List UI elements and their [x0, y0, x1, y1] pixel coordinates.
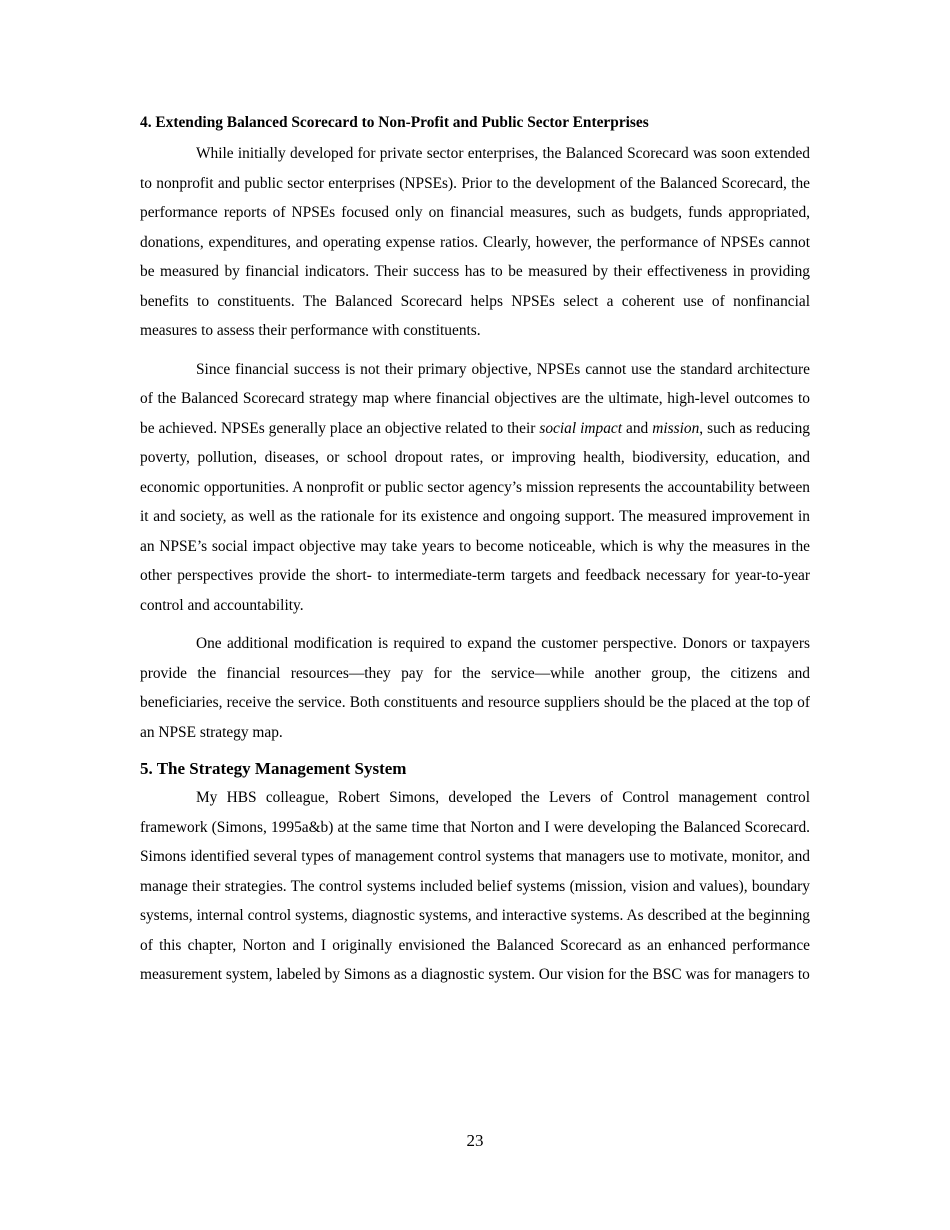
section-4-paragraph-2: [140, 355, 810, 621]
section-5-heading: 5. The Strategy Management System: [140, 759, 407, 778]
paragraph-text: Since financial success is not their primary objective, NPSEs cannot use the standard architecture of the Balanced Scorecard strategy map where financial objectives are the ultimate, high-level outcomes to be achieved. NPSEs generally place an objective related to their: [140, 360, 810, 437]
section-5-paragraph-1: My HBS colleague, Robert Simons, developed the Levers of Control management control framework (Simons, 1995a&b) at the same time that Norton and I were developing the Balanced Scorecard. Simons identified several types of management control systems that managers use to motivate, monitor, and manage their strategies. The control systems included belief systems (mission, vision and values), boundary systems, internal control systems, diagnostic systems, and interactive systems. As described at the beginning of this chapter, Norton and I originally envisioned the Balanced Scorecard as an enhanced performance measurement system, labeled by Simons as a diagnostic system. Our vision for the BSC was for managers to: [140, 789, 810, 983]
document-body: [140, 111, 810, 990]
paragraph-text: , such as reducing poverty, pollution, diseases, or school dropout rates, or improving health, biodiversity, education, and economic opportunities. A nonprofit or public sector agency’s mission represents the accountability between it and society, as well as the rationale for its existence and ongoing support. The measured improvement in an NPSE’s social impact objective may take years to become noticeable, which is why the measures in the other perspectives provide the short- to intermediate-term targets and feedback necessary for year-to-year control and accountability.: [140, 419, 810, 614]
section-4-heading: 4. Extending Balanced Scorecard to Non-Profit and Public Sector Enterprises: [140, 114, 649, 131]
page-number: 23: [466, 1131, 484, 1150]
paragraph-text: and: [622, 419, 653, 437]
emphasis-social-impact: social impact: [539, 419, 623, 437]
section-4-paragraph-3: One additional modification is required to expand the customer perspective. Donors or taxpayers provide the financial resources—they pay for the service—while another group, the citizens and beneficiaries, receive the service. Both constituents and resource suppliers should be the placed at the top of an NPSE strategy map.: [140, 635, 810, 741]
section-4-paragraph-1: While initially developed for private sector enterprises, the Balanced Scorecard was soon extended to nonprofit and public sector enterprises (NPSEs). Prior to the development of the Balanced Scorecard, the performance reports of NPSEs focused only on financial measures, such as budgets, funds appropriated, donations, expenditures, and operating expense ratios. Clearly, however, the performance of NPSEs cannot be measured by financial indicators. Their success has to be measured by their effectiveness in providing benefits to constituents. The Balanced Scorecard helps NPSEs select a coherent use of nonfinancial measures to assess their performance with constituents.: [140, 145, 810, 339]
emphasis-mission: mission: [652, 419, 700, 437]
